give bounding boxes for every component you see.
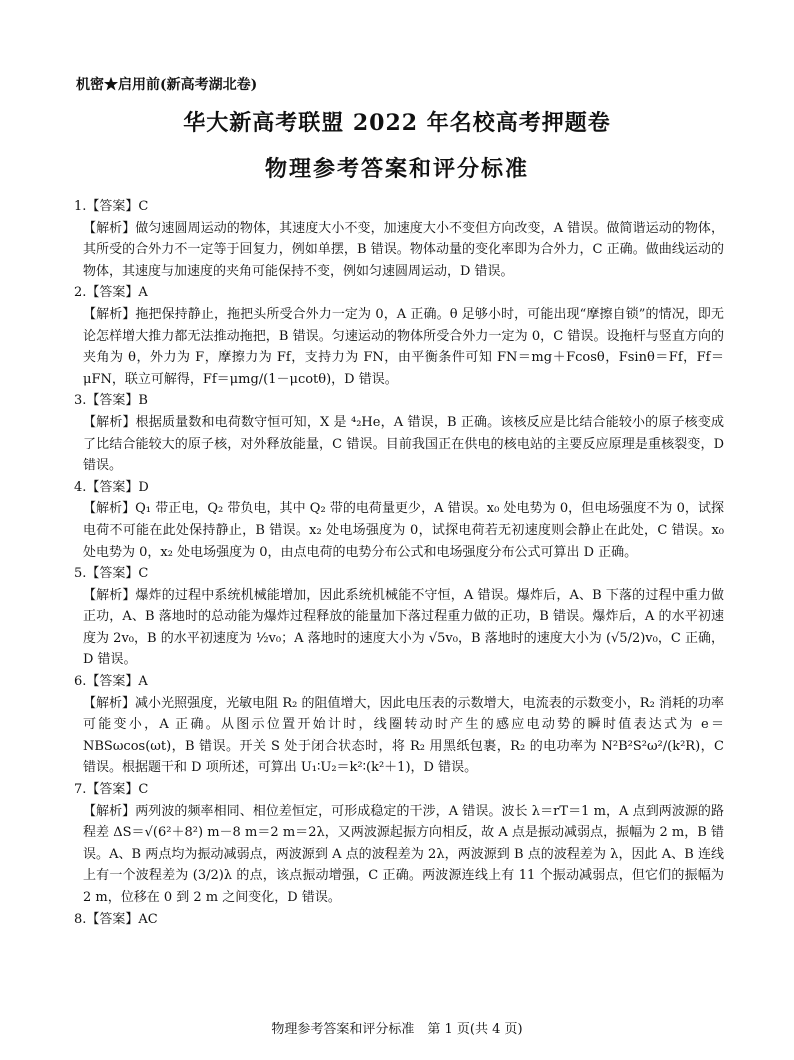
- question-answer: 5.【答案】C: [74, 566, 149, 582]
- exam-title: 华大新高考联盟 2022 年名校高考押题卷: [183, 110, 611, 136]
- answer-key-title: 物理参考答案和评分标准: [264, 156, 529, 182]
- question-7: [74, 779, 724, 909]
- question-3: [74, 390, 724, 476]
- question-answer: 3.【答案】B: [74, 393, 148, 409]
- question-4: [74, 477, 724, 563]
- question-answer: 6.【答案】A: [74, 674, 148, 690]
- question-analysis: 【解析】做匀速圆周运动的物体，其速度大小不变，加速度大小不变但方向改变，A 错误。做简谐运动的物体，其所受的合外力不一定等于回复力，例如单摆，B 错误。物体动量的变化率即为合外力，C 正确。做曲线运动的物体，其速度与加速度的夹角可能保持不变，例如匀速圆周运动，D 错误。: [83, 220, 724, 279]
- question-answer: 2.【答案】A: [74, 285, 148, 301]
- question-5: [74, 563, 724, 671]
- question-answer: 4.【答案】D: [74, 479, 149, 495]
- question-6: [74, 671, 724, 779]
- question-analysis: 【解析】根据质量数和电荷数守恒可知，X 是 ⁴₂He，A 错误，B 正确。该核反应是比结合能较小的原子核变成了比结合能较大的原子核，对外释放能量，C 错误。目前我国正在供电的核电站的主要反应原理是重核裂变，D 错误。: [83, 414, 724, 474]
- confidential-label: 机密★启用前(新高考湖北卷): [76, 77, 258, 93]
- question-answer: 8.【答案】AC: [74, 911, 158, 927]
- question-8: [74, 909, 724, 931]
- question-answer: 7.【答案】C: [74, 782, 149, 798]
- answer-content: [74, 196, 724, 930]
- question-analysis: 【解析】Q₁ 带正电，Q₂ 带负电，其中 Q₂ 带的电荷量更少，A 错误。x₀ 处电势为 0，但电场强度不为 0，试探电荷不可能在此处保持静止，B 错误。x₂ 处电场强度为 0，试探电荷若无初速度则会静止在此处，C 错误。x₀ 处电势为 0，x₂ 处电场强度为 0，由点电荷的电势分布公式和电场强度分布公式可算出 D 正确。: [83, 501, 724, 560]
- page-footer: 物理参考答案和评分标准 第 1 页(共 4 页): [271, 1022, 523, 1037]
- question-answer: 1.【答案】C: [74, 199, 149, 214]
- question-1: [74, 196, 724, 282]
- question-analysis: 【解析】两列波的频率相同、相位差恒定，可形成稳定的干涉，A 错误。波长 λ＝rT＝1 m，A 点到两波源的路程差 ΔS＝√(6²＋8²) m－8 m＝2 m＝2λ，又两波源起振方向相反，故 A 点是振动减弱点，振幅为 2 m，B 错误。A、B 两点均为振动减弱点，两波源到 A 点的波程差为 2λ，两波源到 B 点的波程差为 λ，因此 A、B 连线上有一个波程差为 (3/2)λ 的点，该点振动增强，C 正确。两波源连线上有 11 个振动减弱点，但它们的振幅为 2 m，位移在 0 到 2 m 之间变化，D 错误。: [83, 803, 724, 905]
- question-analysis: 【解析】爆炸的过程中系统机械能增加，因此系统机械能不守恒，A 错误。爆炸后，A、B 下落的过程中重力做正功，A、B 落地时的总动能为爆炸过程释放的能量加下落过程重力做的正功，B 错误。爆炸后，A 的水平初速度为 2v₀，B 的水平初速度为 ½v₀；A 落地时的速度大小为 √5v₀，B 落地时的速度大小为 (√5/2)v₀，C 正确，D 错误。: [83, 587, 724, 668]
- question-2: [74, 282, 724, 390]
- question-analysis: 【解析】拖把保持静止，拖把头所受合外力一定为 0，A 正确。θ 足够小时，可能出现“摩擦自锁”的情况，即无论怎样增大推力都无法推动拖把，B 错误。匀速运动的物体所受合外力一定为 0，C 错误。设拖杆与竖直方向的夹角为 θ，外力为 F，摩擦力为 Ff，支持力为 FN，由平衡条件可知 FN＝mg＋Fcosθ，Fsinθ＝Ff，Ff＝μFN，联立可解得，Ff＝μmg/(1－μcotθ)，D 错误。: [83, 306, 724, 387]
- question-analysis: 【解析】减小光照强度，光敏电阻 R₂ 的阻值增大，因此电压表的示数增大，电流表的示数变小，R₂ 消耗的功率可能变小，A 正确。从图示位置开始计时，线圈转动时产生的感应电动势的瞬时值表达式为 e＝NBSωcos(ωt)，B 错误。开关 S 处于闭合状态时，将 R₂ 用黑纸包裹，R₂ 的电功率为 N²B²S²ω²/(k²R)，C 错误。根据题干和 D 项所述，可算出 U₁∶U₂＝k²∶(k²＋1)，D 错误。: [83, 695, 724, 776]
